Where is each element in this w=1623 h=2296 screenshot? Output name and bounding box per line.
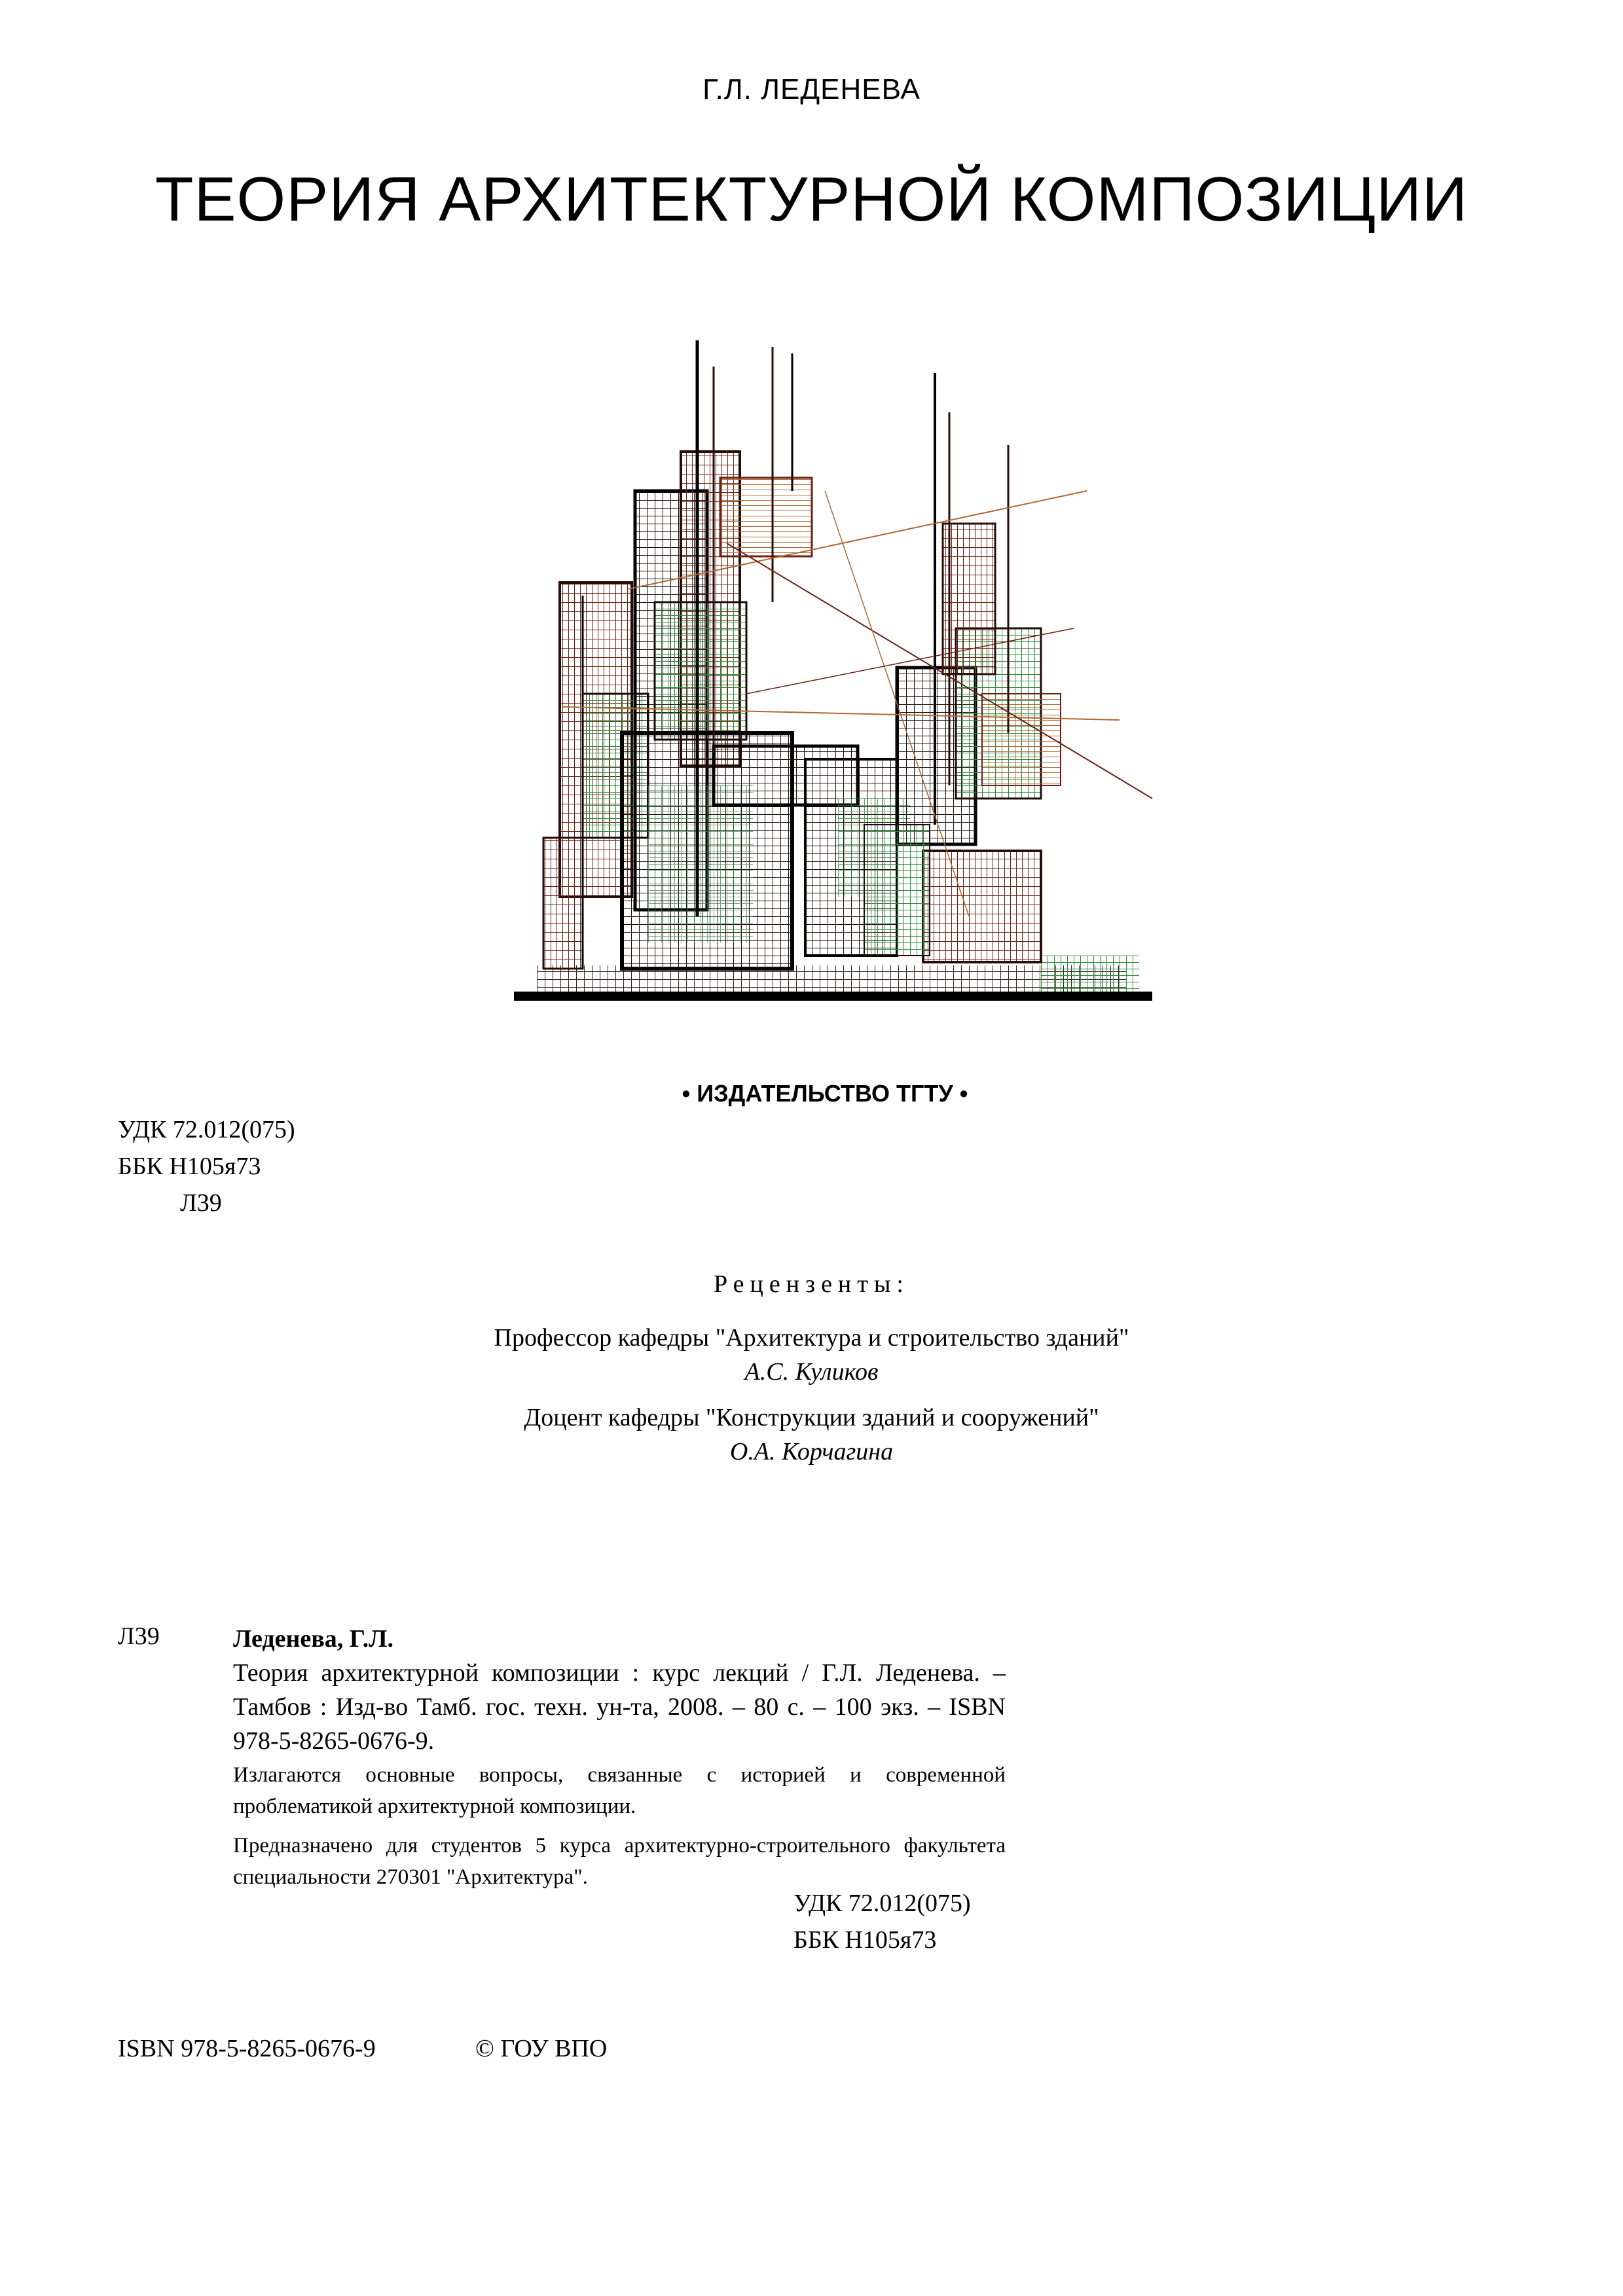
copyright-notice: © ГОУ ВПО bbox=[475, 2035, 608, 2062]
reviewers-heading: Рецензенты: bbox=[714, 1270, 909, 1298]
classification-codes bbox=[118, 1111, 295, 1221]
udk-code: УДК 72.012(075) bbox=[118, 1116, 295, 1143]
catalog-udk: УДК 72.012(075) bbox=[793, 1890, 971, 1917]
catalog-heading: Леденева, Г.Л. bbox=[233, 1625, 393, 1653]
bbk-code: ББК Н105я73 bbox=[118, 1153, 261, 1180]
reviewer-position: Профессор кафедры "Архитектура и строительство зданий" bbox=[494, 1324, 1129, 1352]
catalog-codes bbox=[793, 1885, 971, 1958]
catalog-card bbox=[233, 1622, 1006, 1758]
reviewer-entry bbox=[0, 1321, 1623, 1389]
book-title: ТЕОРИЯ АРХИТЕКТУРНОЙ КОМПОЗИЦИИ bbox=[155, 164, 1468, 234]
reviewer-name: О.А. Корчагина bbox=[729, 1438, 894, 1465]
reviewer-entry bbox=[0, 1401, 1623, 1469]
architectural-composition-illustration bbox=[498, 327, 1165, 1021]
reviewer-position: Доцент кафедры "Конструкции зданий и сооружений" bbox=[524, 1404, 1099, 1431]
catalog-author-mark: Л39 bbox=[118, 1623, 160, 1650]
annotation-paragraph: Излагаются основные вопросы, связанные с историей и современной проблематикой архитектурной композиции. bbox=[233, 1763, 1006, 1818]
isbn-footer: ISBN 978-5-8265-0676-9 bbox=[118, 2035, 376, 2062]
author-name: Г.Л. ЛЕДЕНЕВА bbox=[702, 73, 921, 105]
catalog-description: Теория архитектурной композиции : курс лекций / Г.Л. Леденева. – Тамбов : Изд-во Тамб. гос. техн. ун-та, 2008. – 80 с. – 100 экз. – ISBN 978-5-8265-0676-9. bbox=[233, 1659, 1006, 1755]
author-mark: Л39 bbox=[180, 1189, 222, 1217]
annotation-paragraph: Предназначено для студентов 5 курса архитектурно-строительного факультета специальности 270301 "Архитектура". bbox=[233, 1834, 1006, 1889]
reviewer-name: А.С. Куликов bbox=[744, 1358, 879, 1386]
catalog-bbk: ББК Н105я73 bbox=[793, 1926, 937, 1954]
publisher-label: • ИЗДАТЕЛЬСТВО ТГТУ • bbox=[682, 1080, 968, 1107]
catalog-annotation bbox=[233, 1759, 1006, 1893]
